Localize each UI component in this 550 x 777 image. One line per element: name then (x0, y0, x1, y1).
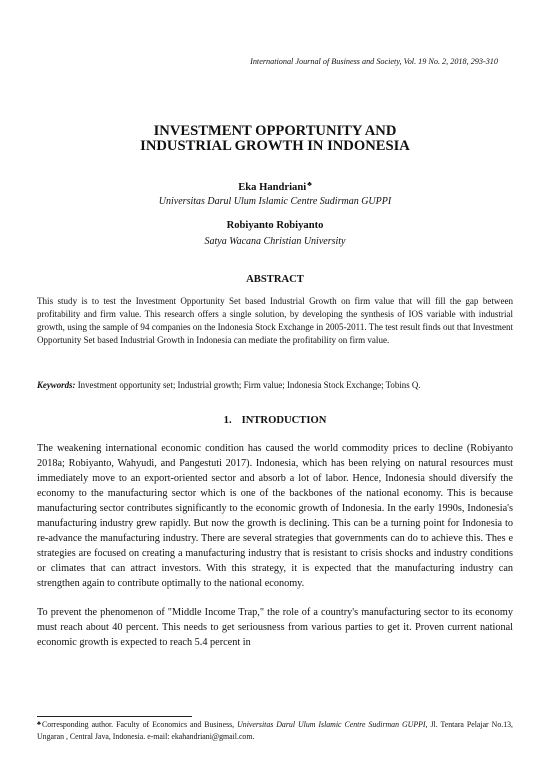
footnote (37, 718, 513, 743)
title-line-1: INVESTMENT OPPORTUNITY AND (153, 123, 397, 139)
footnote-mark: ♣ (37, 721, 42, 727)
section-heading-introduction (40, 415, 510, 426)
title-line-2: INDUSTRIAL GROWTH IN INDONESIA (140, 138, 410, 154)
abstract-text: This study is to test the Investment Opportunity Set based Industrial Growth on firm value that will fill the gap between profitability and firm value. This research offers a single solution, by developing the synthesis of IOS variable with industrial growth, using the sample of 94 companies on the Indonesia Stock Exchange in 2005-2011. The test result finds out that Investment Opportunity Set based Industrial Growth in Indonesia can mediate the profitability on firm value. (37, 296, 513, 346)
author-1 (40, 180, 510, 193)
journal-header: International Journal of Business and Society, Vol. 19 No. 2, 2018, 293-310 (250, 57, 498, 66)
keywords-label: Keywords: (37, 380, 76, 390)
introduction-paragraph-1: The weakening international economic condition has caused the world commodity prices to decline (Robiyanto 2018a; Robiyanto, Wahyudi, and Pangestuti 2017). Indonesia, which has been relying on natural resources must immediately move to an export-oriented sector and absorb a lot of labor. Hence, Indonesia should diversify the economy to the manufacturing sector which is one of the backbones of the national economy. This is because manufacturing sector contributes significantly to the economic growth of Indonesia. In the early 1990s, Indonesia's manufacturing industry grew rapidly. But now the growth is declining. This can be a turning point for Indonesia to re-advance the manufacturing industry. There are several strategies that governments can do to achieve this. Thes e strategies are focused on creating a manufacturing industry that is resistant to crisis shocks and industry conditions or climates that can attract investors. With this strategy, it is expected that the manufacturing industry can strengthen again to contribute optimally to the national economy. (37, 443, 513, 590)
abstract-heading: ABSTRACT (246, 274, 304, 285)
introduction-paragraph-2: To prevent the phenomenon of "Middle Income Trap," the role of a country's manufacturing sector to its economy must reach about 40 percent. This needs to get seriousness from various parties to get it. Proven current national economic growth is expected to reach 5.4 percent in (37, 607, 513, 649)
footnote-affiliation: Universitas Darul Ulum Islamic Centre Sudirman GUPPI, (237, 720, 428, 729)
section-title: INTRODUCTION (241, 415, 327, 426)
footnote-prefix: Corresponding author. Faculty of Economics and Business, (41, 720, 238, 729)
keywords-text: Investment opportunity set; Industrial growth; Firm value; Indonesia Stock Exchange; Tobins Q. (77, 380, 421, 390)
paper-title (40, 124, 510, 154)
author-2-name: Robiyanto Robiyanto (226, 220, 324, 231)
author-1-name: Eka Handriani (238, 182, 307, 193)
keywords (37, 379, 513, 391)
author-2-affiliation: Satya Wacana Christian University (204, 236, 346, 247)
author-1-affiliation: Universitas Darul Ulum Islamic Centre Sudirman GUPPI (158, 196, 392, 207)
footnote-address: Jl. Tentara Pelajar No.13, Ungaran , Central Java, Indonesia. e-mail: ekahandriani@gmail.com. (37, 720, 514, 741)
section-number: 1. (223, 415, 232, 426)
author-2 (40, 220, 510, 231)
footnote-divider (37, 716, 192, 717)
corresponding-author-mark: ♣ (307, 180, 312, 188)
